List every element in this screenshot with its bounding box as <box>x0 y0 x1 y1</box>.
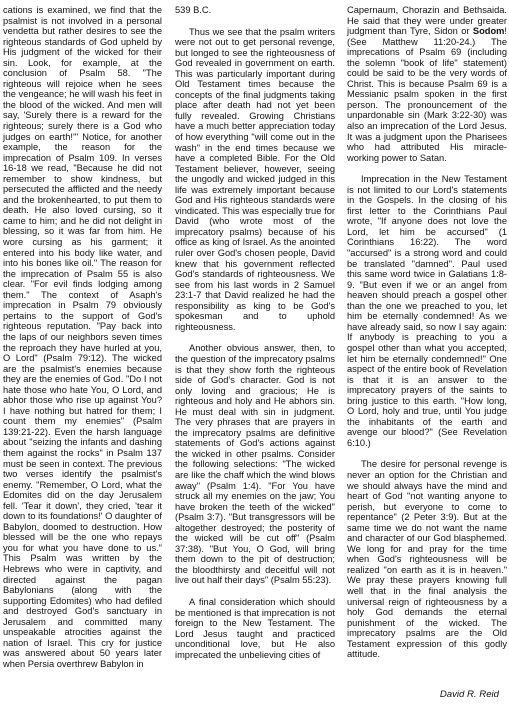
column-1 <box>3 5 162 669</box>
column-3 <box>347 5 507 660</box>
paragraph-text: ! (See Matthew 11:20-24.) The imprecations of Psalm 69 (including the solemn "book of life" statement) could be said to be the very words of Christ. This is because Psalm 69 is a Messianic psalm spoken in the first person. The pronouncement of the unpardonable sin (Mark 3:22-30) was also an imprecation of the Lord Jesus. It was a judgment upon the Pharisees who had attributed His miracle-working power to Satan. <box>347 26 507 163</box>
paragraph: Imprecation in the New Testament is not limited to our Lord's statements in the Gospels. In the closing of his first letter to the Corinthians Paul wrote, "If anyone does not love the Lord, let him be accursed" (1 Corinthians 16:22). The word "accursed" is a strong word and could be translated "damned". Paul used this same word twice in Galatians 1:8-9. "But even if we or an angel from heaven should preach a gospel other than the one we preached to you, let him be eternally condemned! As we have already said, so now I say again: If anybody is preaching to you a gospel other than what you accepted, let him be eternally condemned!" One aspect of the entire book of Revelation is that it is an answer to the imprecatory prayers of the saints to bring justice to this earth. "How long, O Lord, holy and true, until You judge the inhabitants of the earth and avenge our blood?" (See Revelation 6:10.) <box>347 174 507 448</box>
paragraph: The desire for personal revenge is never an option for the Christian and we should always have the mind and heart of God "not wanting anyone to perish, but everyone to come to repentance" (2 Peter 3:9). But at the same time we do not want the name and character of our God blasphemed. We long for and pray for the time when God's righteousness will be realized "on earth as it is in heaven." We pray these prayers knowing full well that in the final analysis the universal reign of righteousness by a holy God demands the eternal punishment of the wicked. The imprecatory psalms are the Old Testament expression of this godly attitude. <box>347 459 507 660</box>
paragraph: cations is examined, we find that the psalmist is not involved in a personal vendetta but rather desires to see the righteous standards of God upheld by His judgment of the wicked for their sin. Look, for example, at the conclusion of Psalm 58. "The righteous will rejoice when he sees the vengeance; he will wash his feet in the blood of the wicked. And men will say, 'Surely there is a reward for the righteous; surely there is a God who judges on earth!'" Notice, for another example, the reason for the imprecation of Psalm 109. In verses 16-18 we read, "Because he did not remember to show kindness, but persecuted the afflicted and the needy and the brokenhearted, to put them to death. He also loved cursing, so it came to him; and he did not delight in blessing, so it was far from him. He wore cursing as his garment; it entered into his body like water, and into his bones like oil." The reason for the imprecation of Psalm 55 is also clear. "For evil finds lodging among them." The context of Asaph's imprecation in Psalm 79 obviously pertains to the support of God's righteous reputation. "Pay back into the laps of our neighbors seven times the reproach they have hurled at you, O Lord" (Psalm 79:12). The wicked are the psalmist's enemies because they are the enemies of God. "Do I not hate those who hate You, O Lord, and abhor those who rise up against You? I have nothing but hatred for them; I count them my enemies" (Psalm 139:21-22). Even the harsh language about "seizing the infants and dashing them against the rocks" in Psalm 137 must be seen in context. The previous two verses identify the psalmist's enemy. "Remember, O Lord, what the Edomites did on the day Jerusalem fell. 'Tear it down', they cried, 'tear it down to its foundations!' O daughter of Babylon, doomed to destruction. How blessed will be the one who repays you for what you have done to us." This Psalm was written by the Hebrews who were in captivity, and directed against the pagan Babylonians (along with the supporting Edomites) who had defiled and destroyed God's sanctuary in Jerusalem and committed many unspeakable atrocities against the nation of Israel. This cry for justice was answered about 50 years later when Persia overthrew Babylon in <box>3 5 162 669</box>
author-signature: David R. Reid <box>439 689 499 700</box>
paragraph-text: Capernaum, Chorazin and Bethsaida. He said that they were under greater judgment than Tyre, Sidon or <box>347 5 507 37</box>
paragraph: Thus we see that the psalm writers were not out to get personal revenge, but longed to see the righteousness of God revealed in government on earth. This was particularly important during Old Testament times because the concepts of the final judgments taking place after death had not yet been fully revealed. Growing Christians have a much better appreciation today of how everything "will come out in the wash" in the end times because we have a completed Bible. For the Old Testament believer, however, seeing the ungodly and wicked judged in this life was extremely important because God and His righteous standards were vindicated. This was especially true for David (who wrote most of the imprecatory psalms) because of his office as king of Israel. As the anointed ruler over God's chosen people, David knew that his government reflected God's standards of righteousness. We see from his last words in 2 Samuel 23:1-7 that David realized he had the responsibility as king to be God's spokesman and to uphold righteousness. <box>175 26 335 332</box>
paragraph: 539 B.C. <box>175 5 212 15</box>
bold-word: Sodom <box>472 26 505 37</box>
paragraph: A final consideration which should be mentioned is that imprecation is not foreign to the New Testament. The Lord Jesus taught and practiced unconditional love, but He also imprecated the unbelieving cities of <box>175 596 335 660</box>
paragraph <box>347 5 507 163</box>
column-2 <box>175 5 335 660</box>
paragraph: Another obvious answer, then, to the question of the imprecatory psalms is that they show forth the righteous side of God's character. God is not only loving and gracious; He is righteous and holy and He abhors sin. He must deal with sin in judgment. The very phrases that are prayers in the imprecatory psalms are definitive statements of God's actions against the wicked in other psalms. Consider the following selections: "The wicked are like the chaff which the wind blows away" (Psalm 1:4). "For You have struck all my enemies on the jaw; You have broken the teeth of the wicked" (Psalm 3:7). "But transgressors will be altogether destroyed; the posterity of the wicked will be cut off" (Psalm 37:38). "But You, O God, will bring them down to the pit of destruction; the bloodthirsty and deceitful will not live out half their days" (Psalm 55:23). <box>175 343 335 586</box>
